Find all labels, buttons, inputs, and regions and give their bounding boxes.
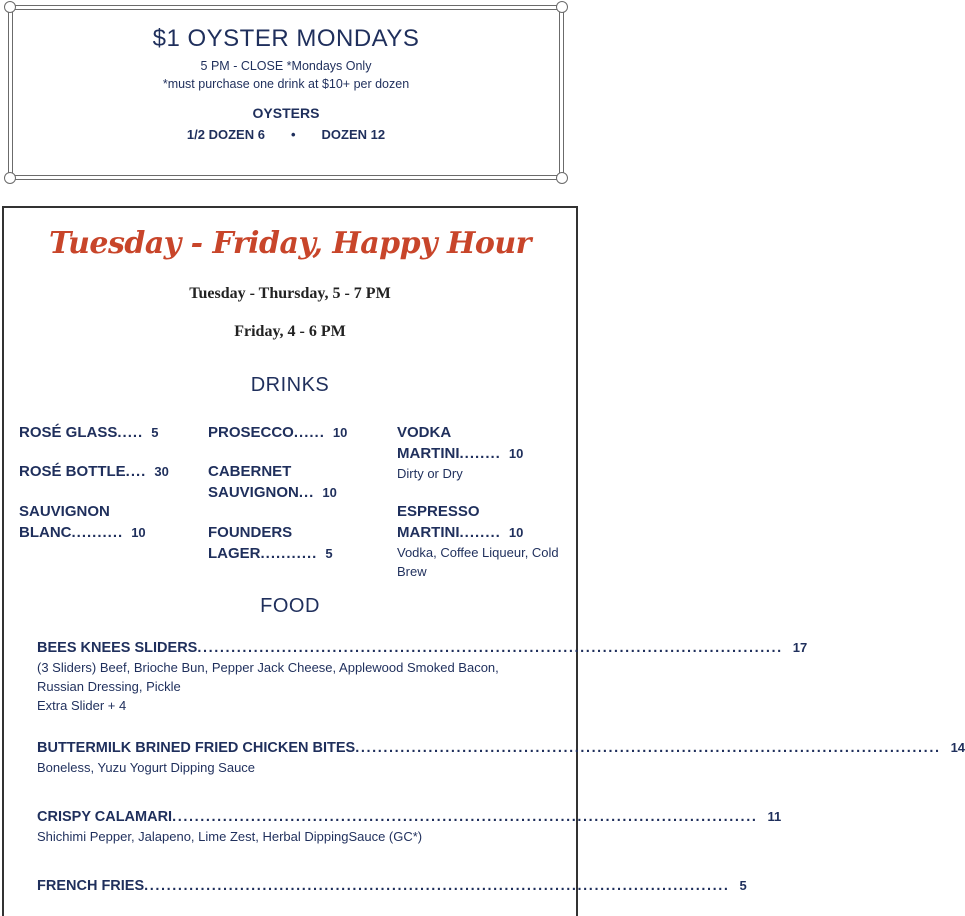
drink-rose-glass <box>19 422 158 443</box>
dot-leader: ... <box>298 484 315 501</box>
happy-hour-title: Tuesday - Friday, Happy Hour <box>49 226 531 261</box>
dot-leader: ........................................................................................................ <box>355 740 941 756</box>
food-extra: Extra Slider + 4 <box>37 698 127 713</box>
drink-price: 10 <box>508 446 524 461</box>
dot-leader: ........................................................................................................ <box>197 640 783 656</box>
drink-founders-lager <box>208 522 333 564</box>
price-separator: • <box>290 127 296 142</box>
frame-corner-ornament <box>4 1 16 13</box>
oyster-mondays-box <box>8 5 564 180</box>
drink-espresso-martini <box>397 501 567 581</box>
drink-name: PROSECCO <box>208 424 294 441</box>
dot-leader: ...... <box>293 424 325 441</box>
drink-name-line2: MARTINI <box>397 524 460 541</box>
oyster-prices <box>8 127 564 142</box>
drink-name: SAUVIGNON <box>19 503 110 520</box>
frame-corner-ornament <box>556 172 568 184</box>
food-description: Boneless, Yuzu Yogurt Dipping Sauce <box>37 760 256 775</box>
drink-price: 10 <box>332 425 348 440</box>
drink-price: 5 <box>325 546 333 561</box>
drink-name: FOUNDERS <box>208 524 293 541</box>
food-price: 5 <box>739 878 747 893</box>
drink-name: CABERNET <box>208 463 292 480</box>
food-price: 17 <box>792 640 808 655</box>
oyster-title: $1 OYSTER MONDAYS <box>152 25 420 52</box>
drink-description: Vodka, Coffee Liqueur, Cold Brew <box>397 545 559 579</box>
drink-rose-bottle <box>19 461 169 482</box>
oyster-hours: 5 PM - CLOSE *Mondays Only <box>200 59 372 73</box>
food-item-french-fries <box>37 878 747 894</box>
drink-sauvignon-blanc <box>19 501 146 543</box>
half-dozen-price: 1/2 DOZEN 6 <box>186 127 265 142</box>
frame-bottom-border <box>8 175 564 180</box>
dot-leader: ........... <box>260 545 318 562</box>
drink-name: ROSÉ BOTTLE <box>19 463 126 480</box>
oysters-heading: OYSTERS <box>252 105 320 121</box>
dozen-price: DOZEN 12 <box>321 127 386 142</box>
drinks-heading: DRINKS <box>250 374 330 396</box>
dot-leader: ........................................................................................................ <box>172 809 758 825</box>
drink-name-line2: SAUVIGNON <box>208 484 299 501</box>
drink-prosecco <box>208 422 347 443</box>
oyster-drink-note: *must purchase one drink at $10+ per dozen <box>162 77 410 91</box>
drink-price: 10 <box>508 525 524 540</box>
drink-price: 5 <box>151 425 159 440</box>
drink-price: 10 <box>131 525 146 540</box>
food-name: CRISPY CALAMARI <box>37 809 173 825</box>
food-item-chicken-bites <box>37 740 965 777</box>
drink-description: Dirty or Dry <box>397 466 463 481</box>
food-name: BUTTERMILK BRINED FRIED CHICKEN BITES <box>37 740 356 756</box>
drink-vodka-martini <box>397 422 567 483</box>
dot-leader: ........................................................................................................ <box>144 878 730 894</box>
friday-hours: Friday, 4 - 6 PM <box>234 323 346 340</box>
dot-leader: ........ <box>459 524 501 541</box>
happy-hour-box <box>2 206 965 916</box>
frame-corner-ornament <box>556 1 568 13</box>
food-description: (3 Sliders) Beef, Brioche Bun, Pepper Jack Cheese, Applewood Smoked Bacon, Russian Dressing, Pickle <box>37 660 499 694</box>
food-price: 14 <box>950 740 965 755</box>
dot-leader: .... <box>125 463 147 480</box>
drink-price: 10 <box>322 485 337 500</box>
dot-leader: .......... <box>71 524 124 541</box>
drink-name-line2: MARTINI <box>397 445 460 462</box>
food-name: BEES KNEES SLIDERS <box>37 640 198 656</box>
drink-price: 30 <box>154 464 169 479</box>
drink-name: ROSÉ GLASS <box>19 424 118 441</box>
dot-leader: ..... <box>117 424 144 441</box>
food-heading: FOOD <box>260 595 320 617</box>
food-price: 11 <box>767 809 782 824</box>
drink-name: ESPRESSO <box>397 503 480 520</box>
tue-thu-hours: Tuesday - Thursday, 5 - 7 PM <box>189 285 391 302</box>
drink-name-line2: BLANC <box>19 524 72 541</box>
dot-leader: ........ <box>459 445 501 462</box>
drink-name-line2: LAGER <box>208 545 261 562</box>
food-item-sliders <box>37 640 808 715</box>
food-name: FRENCH FRIES <box>37 878 145 894</box>
drink-name: VODKA <box>397 424 452 441</box>
frame-corner-ornament <box>4 172 16 184</box>
food-item-calamari <box>37 809 782 846</box>
frame-top-border <box>8 5 564 10</box>
drink-cabernet-sauvignon <box>208 461 337 503</box>
food-description: Shichimi Pepper, Jalapeno, Lime Zest, Herbal DippingSauce (GC*) <box>37 829 423 844</box>
